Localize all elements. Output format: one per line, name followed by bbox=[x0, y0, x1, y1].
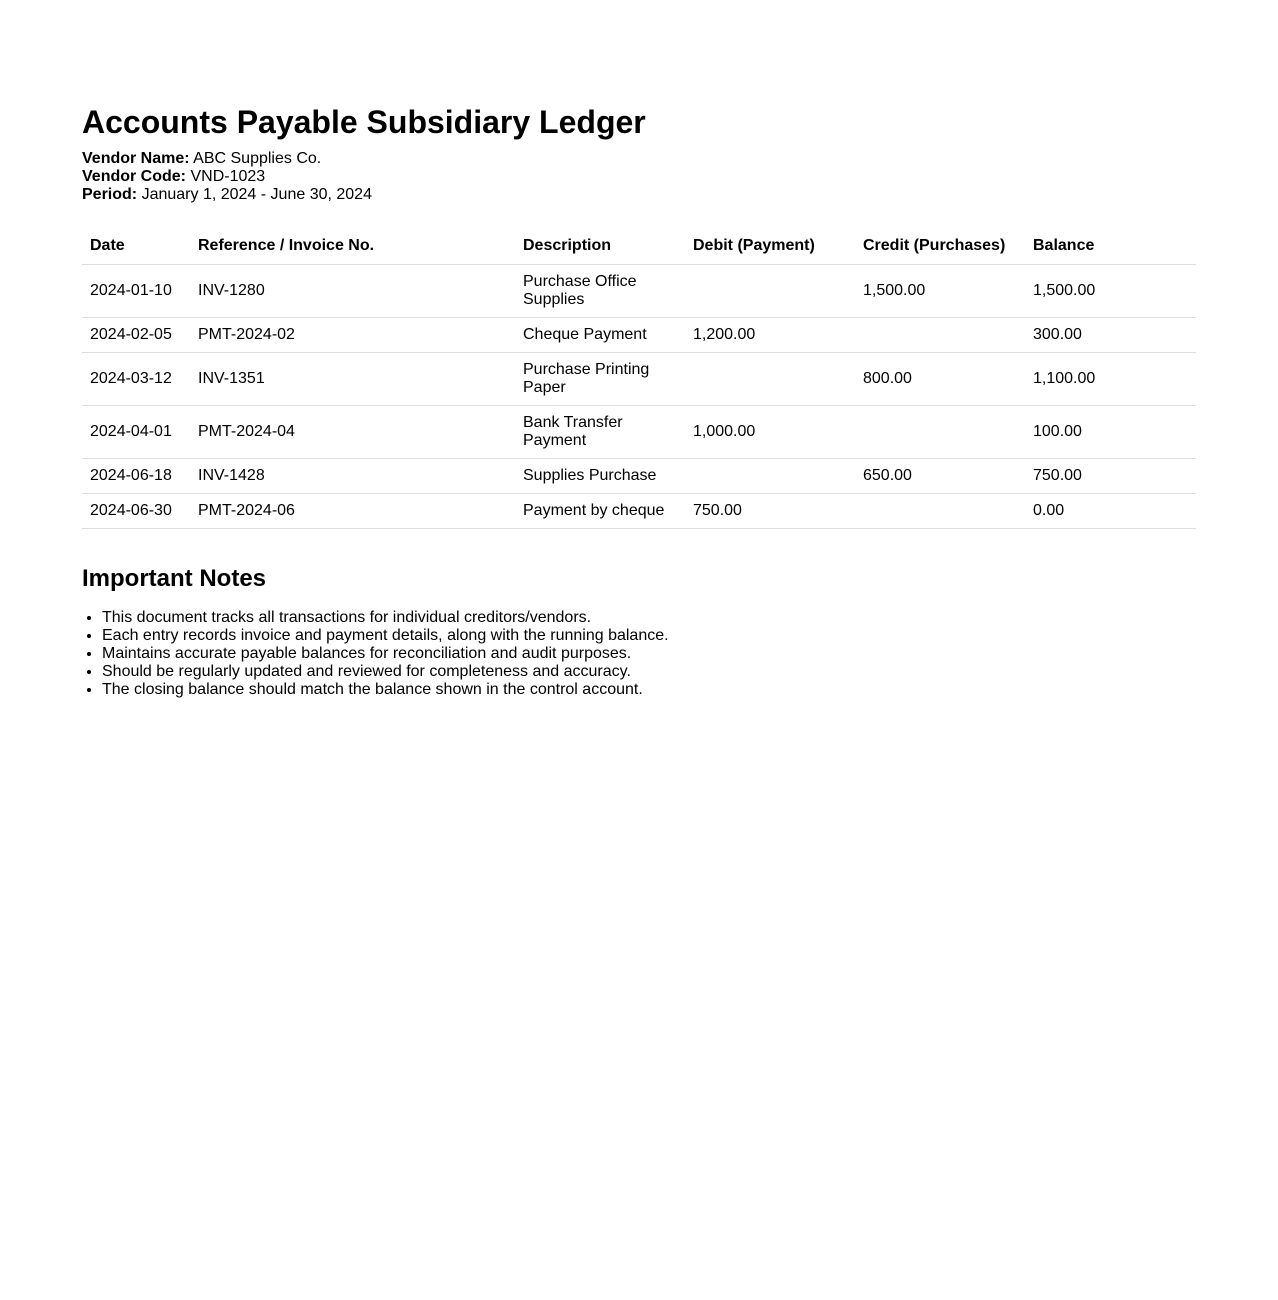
cell-debit: 1,200.00 bbox=[685, 318, 855, 353]
column-header-debit: Debit (Payment) bbox=[685, 228, 855, 265]
column-header-balance: Balance bbox=[1025, 228, 1196, 265]
cell-reference: INV-1280 bbox=[190, 265, 515, 318]
cell-balance: 0.00 bbox=[1025, 494, 1196, 529]
cell-date: 2024-01-10 bbox=[82, 265, 190, 318]
description-text: Payment by cheque bbox=[523, 502, 665, 519]
cell-credit: 800.00 bbox=[855, 353, 1025, 406]
vendor-name-value: ABC Supplies Co. bbox=[193, 150, 322, 167]
cell-credit bbox=[855, 406, 1025, 459]
cell-credit bbox=[855, 318, 1025, 353]
cell-debit bbox=[685, 265, 855, 318]
cell-debit bbox=[685, 353, 855, 406]
list-item: • The closing balance should match the balance shown in the control account. bbox=[102, 681, 1196, 699]
list-item: • Maintains accurate payable balances for reconciliation and audit purposes. bbox=[102, 645, 1196, 663]
period-label: Period: bbox=[82, 186, 138, 203]
cell-credit: 1,500.00 bbox=[855, 265, 1025, 318]
vendor-name-line bbox=[82, 150, 1196, 168]
cell-description bbox=[515, 353, 685, 406]
list-item: • Each entry records invoice and payment details, along with the running balance. bbox=[102, 627, 1196, 645]
table-row bbox=[82, 494, 1196, 529]
cell-balance: 750.00 bbox=[1025, 459, 1196, 494]
cell-reference: INV-1428 bbox=[190, 459, 515, 494]
table-row bbox=[82, 406, 1196, 459]
page-title: Accounts Payable Subsidiary Ledger bbox=[82, 104, 646, 140]
vendor-meta bbox=[82, 150, 1196, 204]
table-row bbox=[82, 318, 1196, 353]
list-item: • Should be regularly updated and reviewed for completeness and accuracy. bbox=[102, 663, 1196, 681]
cell-debit: 750.00 bbox=[685, 494, 855, 529]
ledger-table bbox=[82, 228, 1196, 529]
cell-reference: INV-1351 bbox=[190, 353, 515, 406]
notes-list bbox=[82, 609, 1196, 699]
cell-credit: 650.00 bbox=[855, 459, 1025, 494]
table-row bbox=[82, 353, 1196, 406]
column-header-credit: Credit (Purchases) bbox=[855, 228, 1025, 265]
cell-reference: PMT-2024-04 bbox=[190, 406, 515, 459]
cell-reference: PMT-2024-06 bbox=[190, 494, 515, 529]
cell-description bbox=[515, 318, 685, 353]
period-value: January 1, 2024 - June 30, 2024 bbox=[141, 186, 372, 203]
vendor-code-line bbox=[82, 168, 1196, 186]
list-item: • This document tracks all transactions for individual creditors/vendors. bbox=[102, 609, 1196, 627]
cell-date: 2024-04-01 bbox=[82, 406, 190, 459]
cell-reference: PMT-2024-02 bbox=[190, 318, 515, 353]
table-header-row bbox=[82, 228, 1196, 265]
cell-description bbox=[515, 459, 685, 494]
notes-heading: Important Notes bbox=[82, 565, 267, 592]
description-text: Purchase Printing Paper bbox=[523, 361, 650, 396]
table-row bbox=[82, 265, 1196, 318]
cell-balance: 1,100.00 bbox=[1025, 353, 1196, 406]
cell-date: 2024-06-18 bbox=[82, 459, 190, 494]
description-text: Purchase Office Supplies bbox=[523, 273, 637, 308]
column-header-reference: Reference / Invoice No. bbox=[190, 228, 515, 265]
vendor-name-label: Vendor Name: bbox=[82, 150, 190, 167]
cell-description bbox=[515, 265, 685, 318]
description-text: Supplies Purchase bbox=[523, 467, 657, 484]
column-header-description: Description bbox=[515, 228, 685, 265]
cell-date: 2024-02-05 bbox=[82, 318, 190, 353]
column-header-date: Date bbox=[82, 228, 190, 265]
description-text: Bank Transfer Payment bbox=[523, 414, 623, 449]
cell-balance: 1,500.00 bbox=[1025, 265, 1196, 318]
cell-description bbox=[515, 406, 685, 459]
cell-description bbox=[515, 494, 685, 529]
cell-credit bbox=[855, 494, 1025, 529]
vendor-code-label: Vendor Code: bbox=[82, 168, 187, 185]
cell-date: 2024-06-30 bbox=[82, 494, 190, 529]
table-row bbox=[82, 459, 1196, 494]
cell-balance: 100.00 bbox=[1025, 406, 1196, 459]
cell-debit: 1,000.00 bbox=[685, 406, 855, 459]
period-line bbox=[82, 186, 1196, 204]
vendor-code-value: VND-1023 bbox=[190, 168, 266, 185]
cell-balance: 300.00 bbox=[1025, 318, 1196, 353]
description-text: Cheque Payment bbox=[523, 326, 647, 343]
cell-debit bbox=[685, 459, 855, 494]
cell-date: 2024-03-12 bbox=[82, 353, 190, 406]
